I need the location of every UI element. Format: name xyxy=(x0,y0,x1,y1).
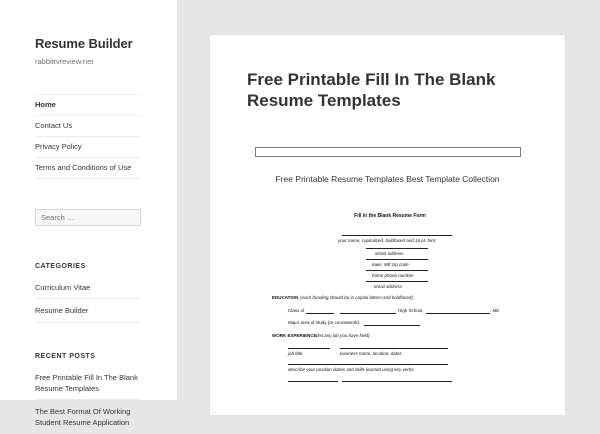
state-label: , ME xyxy=(490,308,500,313)
categories-heading: CATEGORIES xyxy=(35,263,86,270)
work-note: (list any job you have held) xyxy=(316,333,370,338)
form-email: email address xyxy=(374,284,403,289)
form-street: street address xyxy=(375,251,404,256)
image-search-bar[interactable] xyxy=(255,147,521,157)
form-line xyxy=(366,281,428,282)
categories-list xyxy=(35,276,141,323)
form-line xyxy=(288,364,448,365)
recent-post-link[interactable]: The Best Format Of Working Student Resume Application xyxy=(35,399,141,434)
education-note: (each heading should be in capital letters and boldfaced) xyxy=(300,295,413,300)
resume-form-image xyxy=(270,213,510,413)
nav-item-home[interactable]: Home xyxy=(35,94,141,115)
form-line xyxy=(288,381,338,382)
high-school-label: High School, xyxy=(398,308,424,313)
form-line xyxy=(306,313,334,314)
article-title: Free Printable Fill In The Blank Resume Templates xyxy=(247,70,496,111)
business-label: business name, location, dates xyxy=(340,351,402,356)
form-name-hint: your name, capitalized, boldfaced and 16 pt. font xyxy=(338,238,436,243)
nav-divider xyxy=(35,178,141,179)
major-label: Major area of study (or coursework): xyxy=(288,320,361,325)
recent-posts-heading: RECENT POSTS xyxy=(35,352,96,360)
recent-post-link[interactable]: Free Printable Fill In The Blank Resume Templates xyxy=(35,372,138,393)
class-of-label: Class of xyxy=(288,308,305,313)
recent-posts-list xyxy=(35,366,141,434)
form-line xyxy=(340,348,448,349)
work-heading: WORK EXPERIENCE xyxy=(272,333,317,338)
nav-item-privacy-policy[interactable]: Privacy Policy xyxy=(35,136,141,157)
search-input[interactable]: Search … xyxy=(35,209,141,226)
job-title-label: job title xyxy=(288,351,303,356)
categories-divider xyxy=(35,322,141,323)
form-line xyxy=(366,248,428,249)
nav-item-contact-us[interactable]: Contact Us xyxy=(35,115,141,136)
site-title[interactable]: Resume Builder xyxy=(35,36,133,51)
form-line xyxy=(426,313,490,314)
category-link[interactable]: Resume Builder xyxy=(35,298,141,321)
form-line xyxy=(342,235,452,236)
category-link[interactable]: Curriculum Vitae xyxy=(35,283,91,292)
form-line xyxy=(366,259,428,260)
image-caption: Free Printable Resume Templates Best Template Collection xyxy=(275,174,500,184)
form-line xyxy=(364,325,420,326)
education-heading: EDUCATION xyxy=(272,295,299,300)
nav-item-terms[interactable]: Terms and Conditions of Use xyxy=(35,157,141,178)
form-line xyxy=(340,313,396,314)
duties-label: describe your position duties and skills learned using key verbs xyxy=(288,367,414,372)
form-title: Fill in the Blank Resume Form xyxy=(354,213,426,219)
sidebar xyxy=(0,0,177,428)
site-description: rabbittvreview.net xyxy=(35,57,94,66)
form-line xyxy=(288,348,330,349)
form-phone: home phone number xyxy=(372,273,414,278)
form-town: town, ME zip code xyxy=(372,262,409,267)
main-navigation xyxy=(35,94,141,179)
form-line xyxy=(342,381,452,382)
article xyxy=(210,35,565,415)
form-line xyxy=(366,270,428,271)
